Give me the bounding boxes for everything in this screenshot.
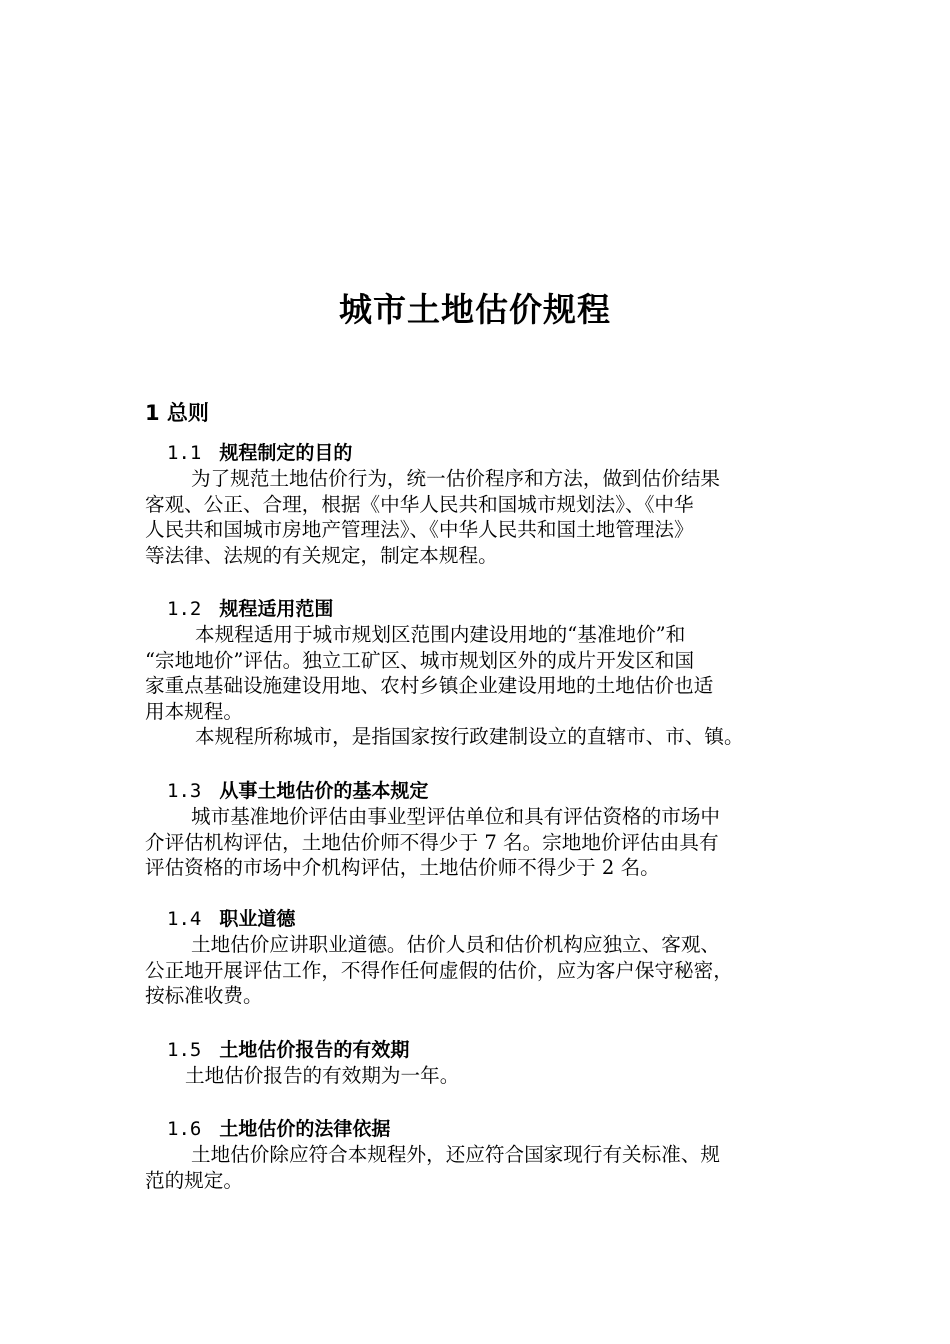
section-1-2 — [145, 596, 825, 750]
paragraph-line: 城市基准地价评估由事业型评估单位和具有评估资格的市场中 — [191, 805, 721, 828]
section-1-1 — [145, 440, 825, 568]
section-title: 规程适用范围 — [219, 598, 334, 620]
paragraph-line: 为了规范土地估价行为，统一估价程序和方法，做到估价结果 — [191, 467, 721, 490]
paragraph-line: 土地估价除应符合本规程外，还应符合国家现行有关标准、规 — [191, 1143, 721, 1166]
section-number: 1.5 — [167, 1039, 202, 1061]
section-heading — [167, 1116, 825, 1142]
section-title: 土地估价报告的有效期 — [219, 1039, 410, 1061]
paragraph-line: 评估资格的市场中介机构评估，土地估价师不得少于 2 名。 — [145, 856, 660, 879]
section-heading — [167, 906, 825, 932]
section-title: 规程制定的目的 — [219, 442, 353, 464]
paragraph-line: 等法律、法规的有关规定，制定本规程。 — [145, 543, 498, 567]
chapter-heading: 1 总则 — [145, 401, 209, 425]
section-number: 1.1 — [167, 442, 202, 464]
section-heading — [167, 778, 825, 804]
paragraph-line: 土地估价报告的有效期为一年。 — [185, 1064, 460, 1087]
section-number: 1.4 — [167, 908, 202, 930]
paragraph-line: 家重点基础设施建设用地、农村乡镇企业建设用地的土地估价也适 — [145, 674, 714, 697]
paragraph-line: 用本规程。 — [145, 699, 243, 723]
paragraph-line: 土地估价应讲职业道德。估价人员和估价机构应独立、客观、 — [191, 933, 721, 956]
section-title: 从事土地估价的基本规定 — [219, 780, 429, 802]
section-1-3 — [145, 778, 825, 881]
section-title: 职业道德 — [219, 908, 296, 930]
section-heading — [167, 1037, 825, 1063]
paragraph-line: 按标准收费。 — [145, 984, 263, 1007]
section-number: 1.6 — [167, 1118, 202, 1140]
section-number: 1.3 — [167, 780, 202, 802]
paragraph-line: 范的规定。 — [145, 1168, 243, 1192]
paragraph-line: 客观、公正、合理，根据《中华人民共和国城市规划法》、《中华 — [145, 492, 694, 516]
document-title: 城市土地估价规程 — [339, 290, 611, 329]
section-1-6 — [145, 1116, 825, 1193]
paragraph-line: 本规程适用于城市规划区范围内建设用地的“基准地价”和 — [195, 623, 686, 646]
paragraph-line: 人民共和国城市房地产管理法》、《中华人民共和国土地管理法》 — [145, 518, 694, 541]
section-number: 1.2 — [167, 598, 202, 620]
section-title: 土地估价的法律依据 — [219, 1118, 391, 1140]
paragraph-line: “宗地地价”评估。独立工矿区、城市规划区外的成片开发区和国 — [145, 648, 695, 672]
paragraph-line: 本规程所称城市，是指国家按行政建制设立的直辖市、市、镇。 — [195, 725, 744, 748]
section-1-5 — [145, 1037, 825, 1089]
paragraph-line: 公正地开展评估工作，不得作任何虚假的估价，应为客户保守秘密， — [145, 958, 733, 982]
section-1-4 — [145, 906, 825, 1009]
section-heading — [167, 440, 825, 466]
section-heading — [167, 596, 825, 622]
paragraph-line: 介评估机构评估，土地估价师不得少于 7 名。宗地地价评估由具有 — [145, 830, 719, 854]
